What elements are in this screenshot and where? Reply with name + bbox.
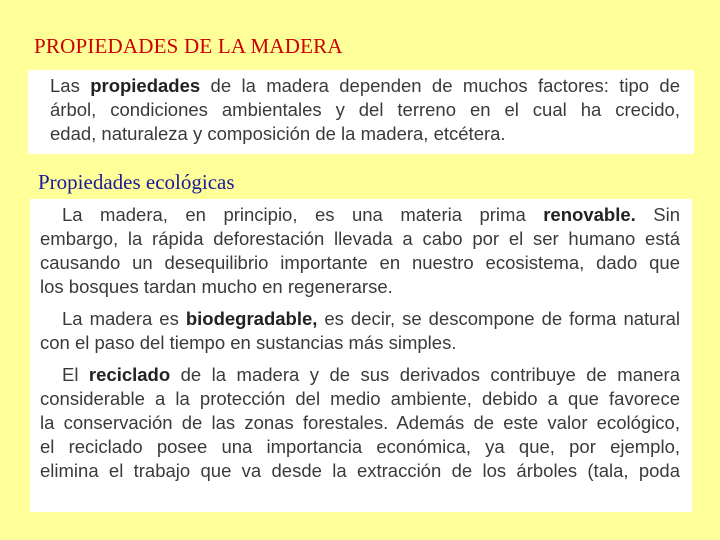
- line-text: árbol, condiciones ambientales y del terreno en el cual ha crecido,: [50, 99, 680, 120]
- line-text: considerable a la protección del medio ambiente, debido a que favorece: [40, 388, 680, 409]
- ecological-text-panel: [30, 199, 692, 512]
- line-text: La madera es: [62, 308, 186, 329]
- text-line: [40, 203, 680, 227]
- text-line: [40, 227, 680, 251]
- line-text: Las: [50, 75, 91, 96]
- line-text: embargo, la rápida deforestación llevada a cabo por el ser humano está: [40, 228, 680, 249]
- line-text: con el paso del tiempo en sustancias más simples.: [40, 332, 457, 353]
- text-line: [40, 459, 680, 483]
- intro-paragraph: [50, 74, 680, 146]
- text-line: [40, 307, 680, 331]
- bold-term: renovable.: [543, 204, 636, 225]
- line-text: Sin: [635, 204, 680, 225]
- text-line: [40, 331, 680, 355]
- text-line: [40, 275, 680, 299]
- line-text: elimina el trabajo que va desde la extracción de los árboles (tala, poda: [40, 460, 680, 481]
- intro-text-panel: [28, 70, 694, 154]
- bold-term: biodegradable,: [185, 308, 318, 329]
- line-text: de la madera dependen de muchos factores: tipo de: [200, 75, 681, 96]
- line-text: de la madera y de sus derivados contribuye de manera: [170, 364, 681, 385]
- bold-term: propiedades: [90, 75, 201, 96]
- text-line: [40, 435, 680, 459]
- renewable-paragraph: [40, 203, 680, 299]
- line-text: el reciclado posee una importancia económica, ya que, por ejemplo,: [40, 436, 680, 457]
- line-text: los bosques tardan mucho en regenerarse.: [40, 276, 393, 297]
- text-line: [40, 387, 680, 411]
- bold-term: reciclado: [88, 364, 171, 385]
- biodegradable-paragraph: [40, 307, 680, 355]
- text-line: [40, 363, 680, 387]
- line-text: es decir, se descompone de forma natural: [317, 308, 681, 329]
- recycling-paragraph: [40, 363, 680, 483]
- line-text: causando un desequilibrio importante en nuestro ecosistema, dado que: [40, 252, 680, 273]
- text-line: [40, 251, 680, 275]
- text-line: [50, 122, 680, 146]
- section-subtitle: Propiedades ecológicas: [38, 170, 235, 194]
- text-line: [50, 74, 680, 98]
- text-line: [40, 411, 680, 435]
- text-line: [50, 98, 680, 122]
- line-text: La madera, en principio, es una materia prima: [62, 204, 544, 225]
- slide-title: PROPIEDADES DE LA MADERA: [34, 34, 343, 58]
- line-text: edad, naturaleza y composición de la madera, etcétera.: [50, 123, 506, 144]
- line-text: El: [62, 364, 89, 385]
- line-text: la conservación de las zonas forestales. Además de este valor ecológico,: [40, 412, 680, 433]
